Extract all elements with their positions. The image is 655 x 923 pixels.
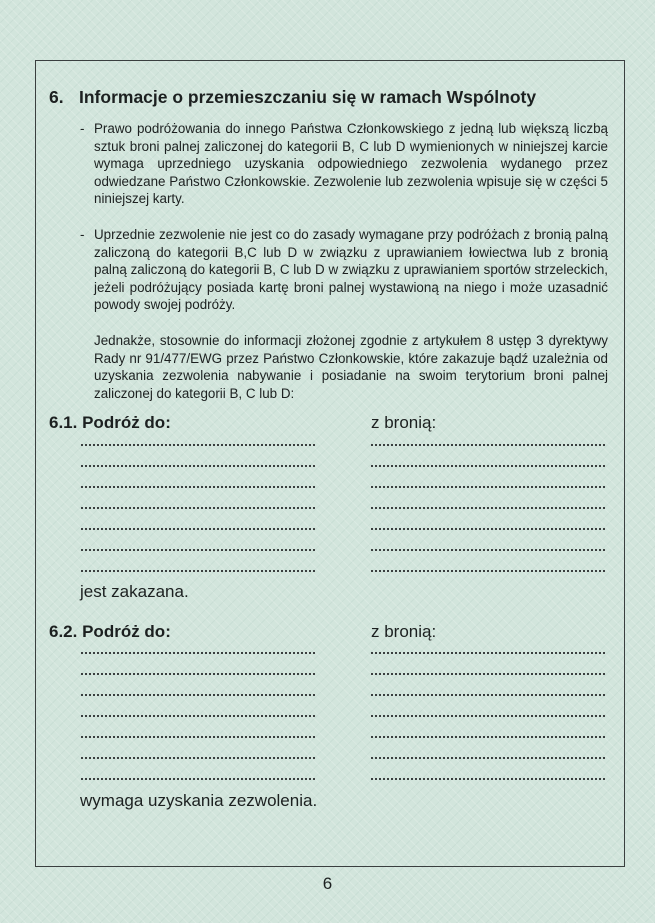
paragraph-travel-right: Prawo podróżowania do innego Państwa Członkowskiego z jedną lub większą liczbą sztuk broni palnej zaliczonej do kategorii B, C lub D wymienionych w niniejszej karcie wymaga uprzedniego uzyskania odpowiedniego zezwolenia wydanego przez odwiedzane Państwo Członkowskie. Zezwolenie lub zezwolenia wpisuje się w części 5 niniejszej karty. xyxy=(94,121,608,206)
paragraph-however: Jednakże, stosownie do informacji złożonej zgodnie z artykułem 8 ustęp 3 dyrektywy Rady nr 91/477/EWG przez Państwo Członkowskie, które zakazuje bądź uzależnia od uzyskania zezwolenia nabywanie i posiadanie na swoim terytorium broni palnej zaliczonej do kategorii B, C lub D: xyxy=(94,333,608,401)
blank-line[interactable] xyxy=(371,486,605,488)
blank-line[interactable] xyxy=(371,736,605,738)
blank-line[interactable] xyxy=(81,673,315,675)
blank-line[interactable] xyxy=(371,465,605,467)
blank-line[interactable] xyxy=(81,528,315,530)
blank-line[interactable] xyxy=(81,757,315,759)
blank-line[interactable] xyxy=(81,652,315,654)
blank-line[interactable] xyxy=(371,694,605,696)
section-title xyxy=(49,87,536,108)
subsection-6-2-number: 6.2. xyxy=(49,622,78,641)
subsection-6-2-title xyxy=(49,622,171,642)
section-title-text: Informacje o przemieszczaniu się w ramach Wspólnoty xyxy=(79,87,537,107)
bullet-marker-2: - xyxy=(80,227,85,242)
bullet-marker-1: - xyxy=(80,121,85,136)
subsection-6-1-number: 6.1. xyxy=(49,413,78,432)
blank-line[interactable] xyxy=(81,570,315,572)
subsection-6-1-left-label: Podróż do: xyxy=(82,413,171,432)
section-number: 6. xyxy=(49,87,64,107)
blank-line[interactable] xyxy=(371,570,605,572)
blank-line[interactable] xyxy=(81,507,315,509)
blank-line[interactable] xyxy=(371,528,605,530)
paragraph-no-permit: Uprzednie zezwolenie nie jest co do zasady wymagane przy podróżach z bronią palną zaliczoną do kategorii B,C lub D w związku z uprawianiem łowiectwa lub z bronią palną zaliczoną do kategorii B, C lub D w związku z uprawianiem sportów strzeleckich, jeżeli podróżujący posiada kartę broni palnej wystawioną na niego i może uzasadnić powody swojej podróży. xyxy=(94,227,608,312)
blank-line[interactable] xyxy=(371,652,605,654)
blank-line[interactable] xyxy=(371,444,605,446)
blank-line[interactable] xyxy=(371,673,605,675)
blank-line[interactable] xyxy=(81,486,315,488)
subsection-6-1-right-label: z bronią: xyxy=(371,413,437,432)
blank-line[interactable] xyxy=(371,757,605,759)
blank-line[interactable] xyxy=(81,549,315,551)
subsection-6-2-left-label: Podróż do: xyxy=(82,622,171,641)
subsection-6-2-footer: wymaga uzyskania zezwolenia. xyxy=(80,791,318,810)
subsection-6-1-footer: jest zakazana. xyxy=(80,582,189,601)
blank-line[interactable] xyxy=(81,778,315,780)
page-number: 6 xyxy=(322,874,333,893)
blank-line[interactable] xyxy=(81,694,315,696)
blank-line[interactable] xyxy=(371,507,605,509)
blank-line[interactable] xyxy=(371,715,605,717)
blank-line[interactable] xyxy=(81,444,315,446)
blank-line[interactable] xyxy=(81,465,315,467)
blank-line[interactable] xyxy=(371,549,605,551)
subsection-6-1-title xyxy=(49,413,171,433)
blank-line[interactable] xyxy=(81,736,315,738)
blank-line[interactable] xyxy=(81,715,315,717)
blank-line[interactable] xyxy=(371,778,605,780)
subsection-6-2-right-label: z bronią: xyxy=(371,622,437,641)
